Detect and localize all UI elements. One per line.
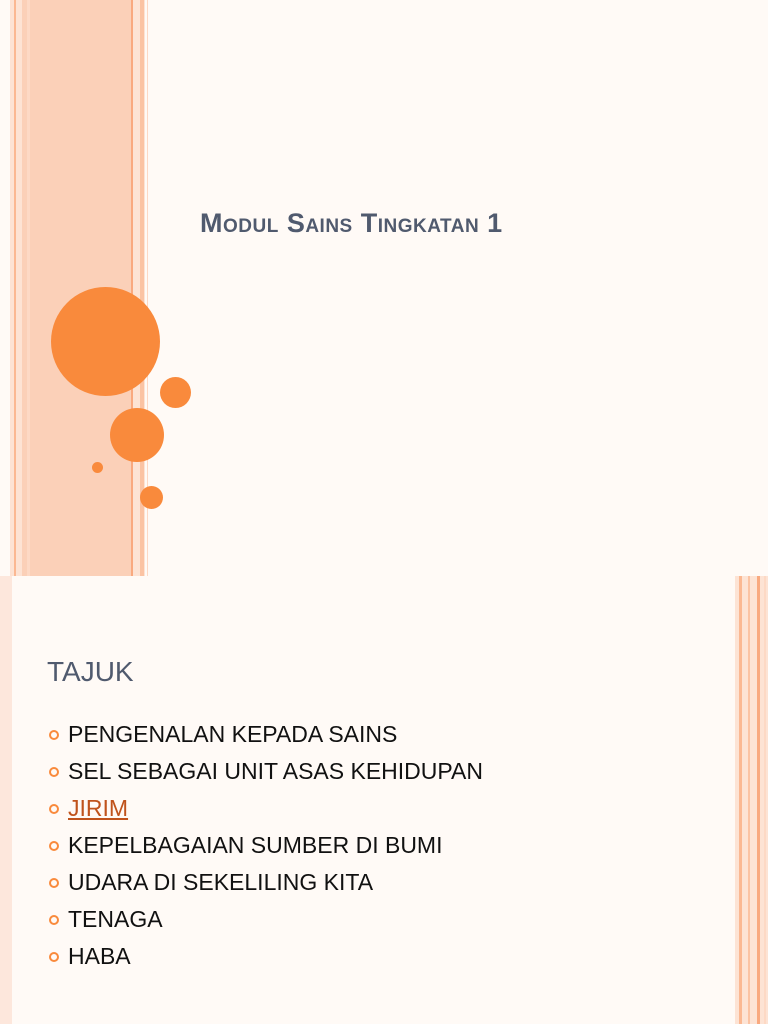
- topics-slide: [0, 576, 768, 1024]
- topic-list: [49, 716, 483, 975]
- decorative-stripe-line: [131, 0, 133, 576]
- decorative-stripe-edge: [0, 576, 12, 1024]
- slide-title: Modul Sains Tingkatan 1: [200, 208, 503, 238]
- decorative-circle-medium: [110, 408, 164, 462]
- decorative-circle-small: [160, 377, 191, 408]
- topic-label: SEL SEBAGAI UNIT ASAS KEHIDUPAN: [68, 758, 483, 784]
- topic-link-jirim[interactable]: JIRIM: [68, 795, 129, 821]
- ring-bullet-icon: [49, 952, 59, 962]
- list-item: [49, 790, 483, 827]
- decorative-stripe-line: [748, 576, 750, 1024]
- decorative-stripe-line: [757, 576, 760, 1024]
- decorative-circle-small: [140, 486, 163, 509]
- section-heading: TAJUK: [47, 656, 134, 687]
- ring-bullet-icon: [49, 878, 59, 888]
- decorative-stripe-line: [27, 0, 30, 576]
- topic-label: UDARA DI SEKELILING KITA: [68, 869, 374, 895]
- topic-label: TENAGA: [68, 906, 163, 932]
- ring-bullet-icon: [49, 841, 59, 851]
- decorative-stripe-line: [764, 576, 766, 1024]
- decorative-stripe-line: [14, 0, 16, 576]
- list-item: [49, 753, 483, 790]
- list-item: [49, 716, 483, 753]
- list-item: [49, 827, 483, 864]
- ring-bullet-icon: [49, 767, 59, 777]
- list-item: [49, 938, 483, 975]
- decorative-stripe-line: [739, 576, 742, 1024]
- ring-bullet-icon: [49, 730, 59, 740]
- ring-bullet-icon: [49, 804, 59, 814]
- topic-label: HABA: [68, 943, 131, 969]
- decorative-circle-dot: [92, 462, 103, 473]
- topic-label: KEPELBAGAIAN SUMBER DI BUMI: [68, 832, 443, 858]
- ring-bullet-icon: [49, 915, 59, 925]
- list-item: [49, 901, 483, 938]
- topic-label: PENGENALAN KEPADA SAINS: [68, 721, 398, 747]
- decorative-circle-large: [51, 287, 160, 396]
- list-item: [49, 864, 483, 901]
